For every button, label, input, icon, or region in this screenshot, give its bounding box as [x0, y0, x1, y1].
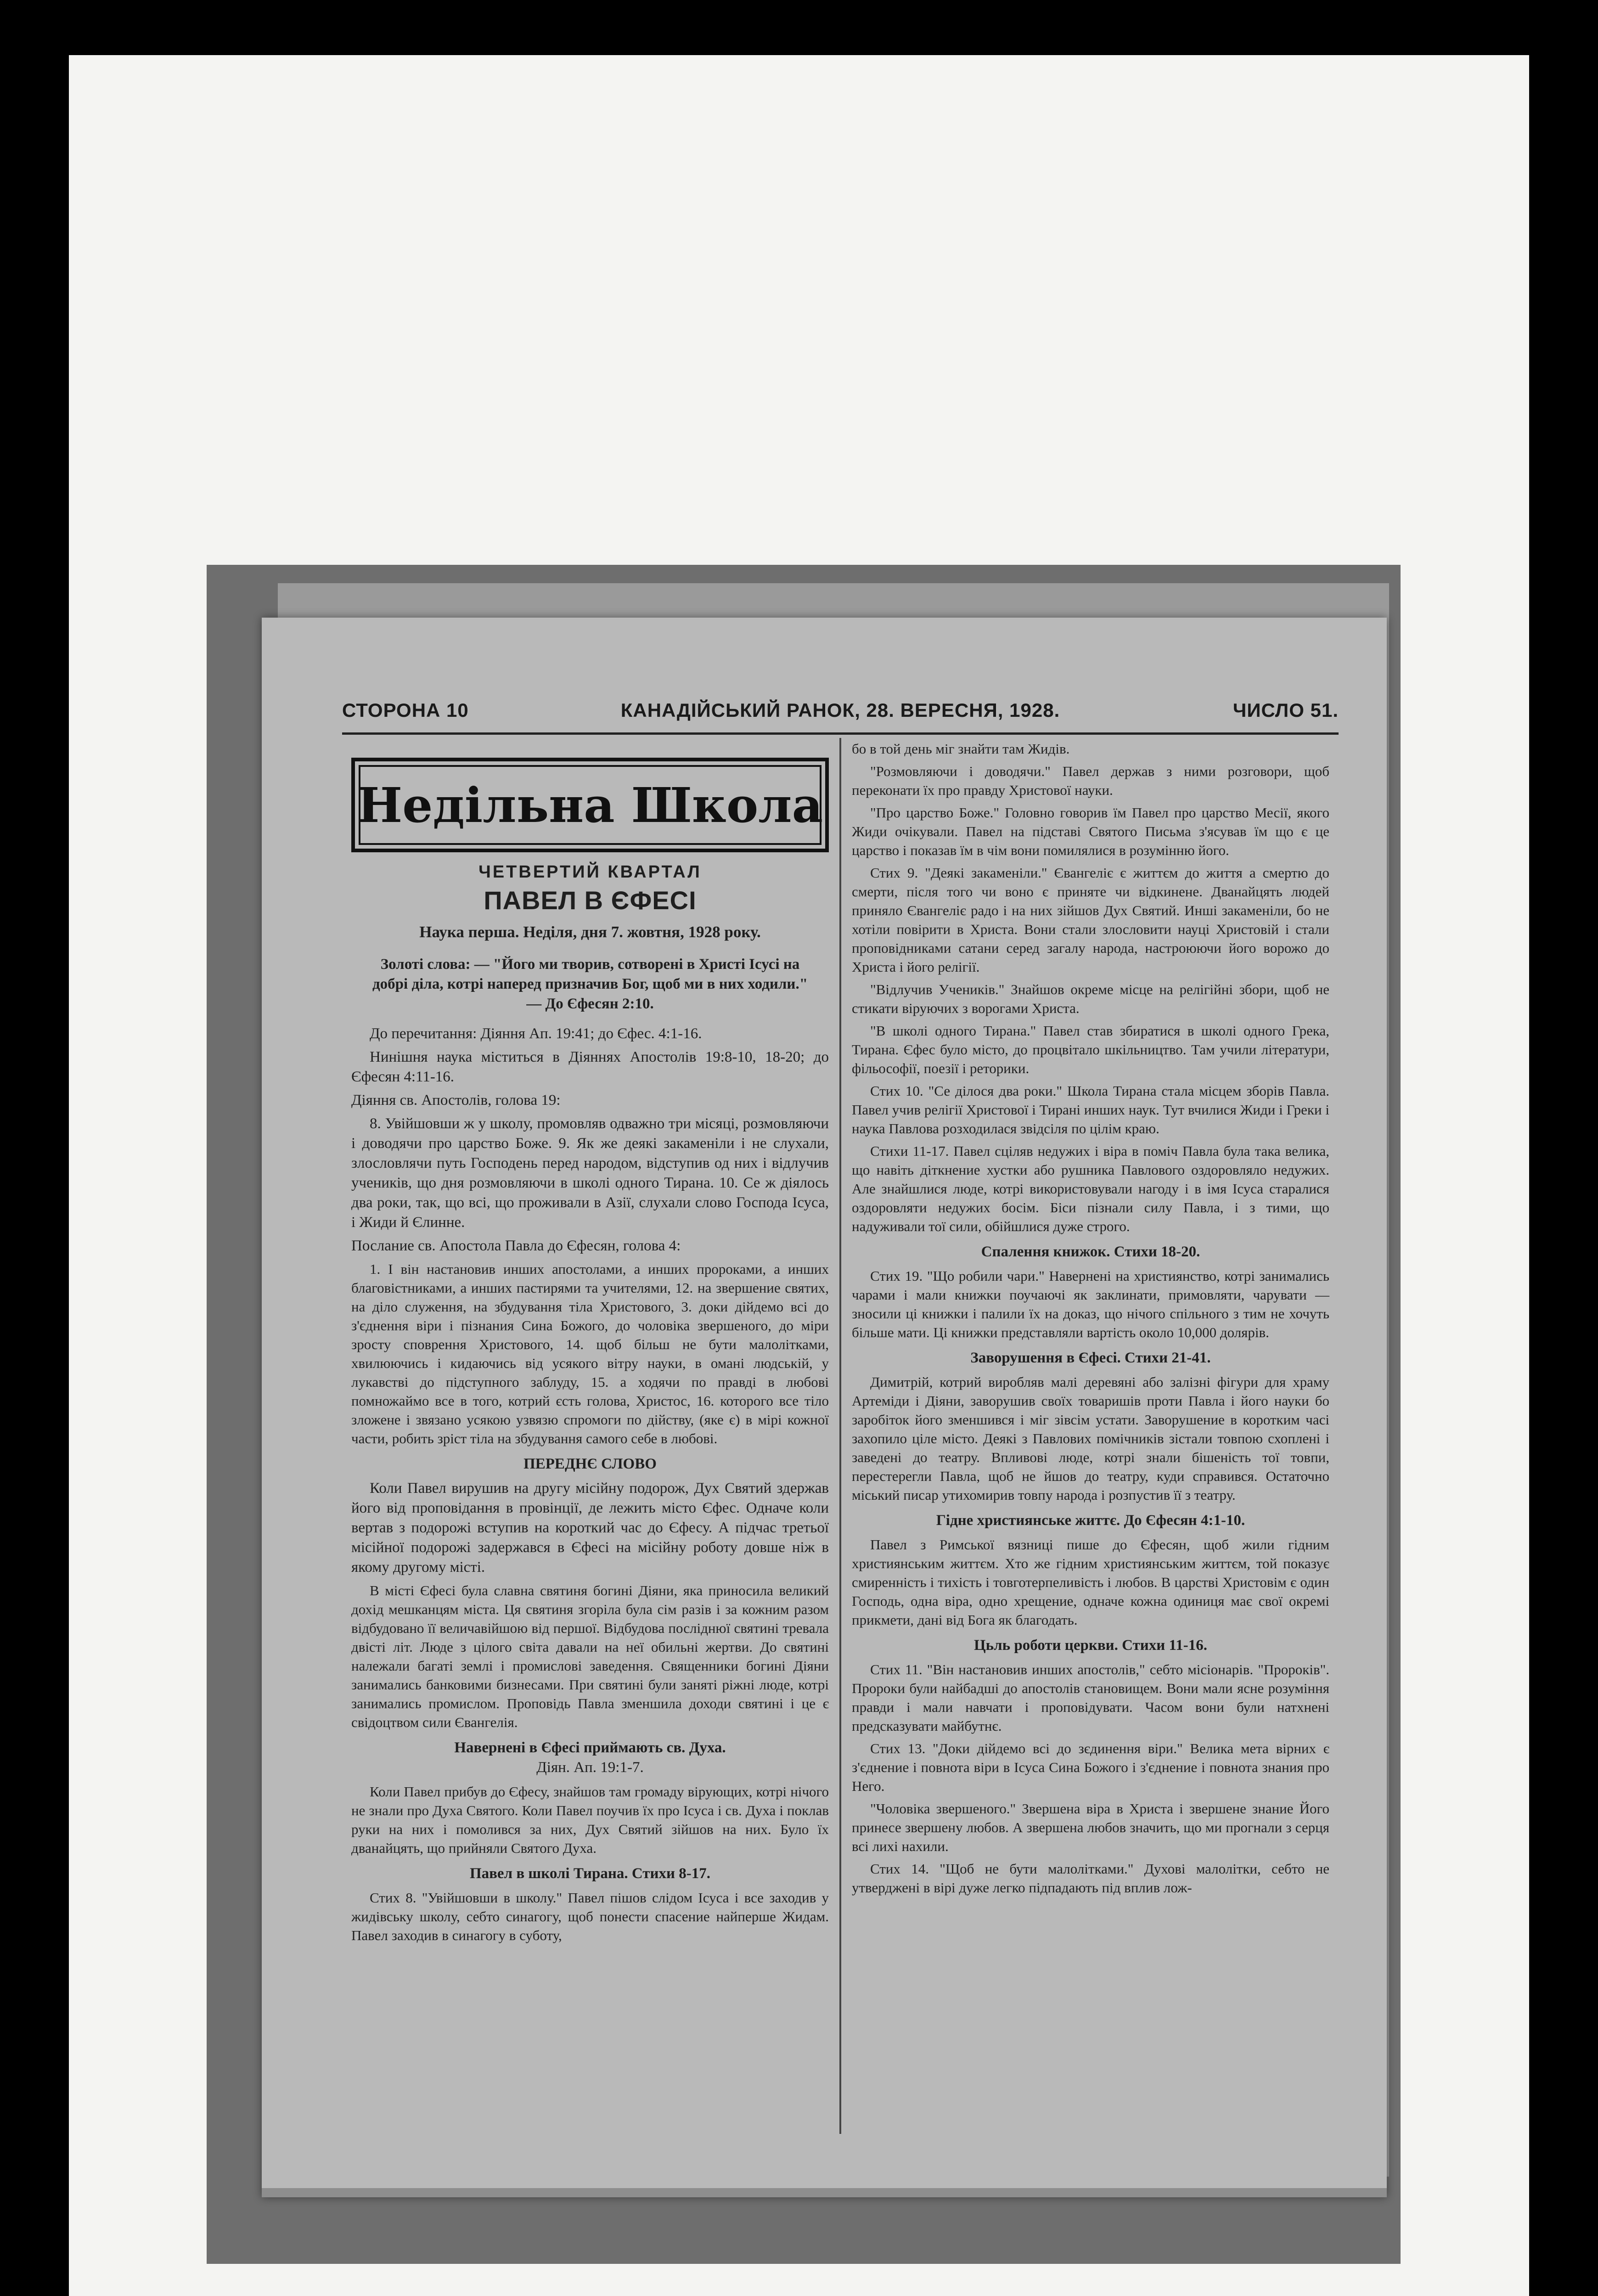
page-number: СТОРОНА 10: [342, 699, 469, 721]
section-reference: Діян. Ап. 19:1-7.: [536, 1759, 644, 1776]
paragraph: Стих 8. "Увійшовши в школу." Павел пішов слідом Ісуса і все заходив у жидівську школу, себто синагогу, щоб понести спасение найперше Жидам. Павел заходив в синагогу в суботу,: [351, 1890, 829, 1943]
column-divider: [839, 738, 841, 2134]
section-heading: Цьль роботи церкви. Стихи 11-16.: [974, 1637, 1207, 1654]
paragraph: Димитрій, котрий виробляв малі деревяні або залізні фігури для храму Артеміди і Діяни, заворушив своїх товаришів проти Павла і його науки бо заробіток його зменшився і міг зівсім устати. Заворушение в коротким часі захопило ціле місто. Деякі з Павлових помічників зістали товпою схоплені і заведені до театру. Впливові люде, котрі знали бішеність тої товпи, перестерегли Павла, щоб не йшов до театру, куди справився. Остаточно міський писар утихомирив товпу народа і розпустив її з театру.: [852, 1374, 1329, 1503]
left-column: [351, 739, 829, 1948]
paragraph: 8. Увійшовши ж у школу, промовляв одважно три місяці, розмовляючи і доводячи про царство Боже. 9. Як же деякі закаменіли і не слухали, злословлячи путь Господень перед народом, відступив од них і відлучив учеників, що дня розмовляючи в школі одного Тирана. 10. Се ж діялось два роки, так, що всі, що проживали в Азії, слухали слово Господа Ісуса, і Жиди й Єлинне.: [351, 1115, 829, 1231]
section-heading: Заворушення в Єфесі. Стихи 21-41.: [970, 1350, 1211, 1366]
paragraph: Нинішня наука міститься в Діяннях Апостолів 19:8-10, 18-20; до Єфесян 4:11-16.: [351, 1049, 829, 1085]
lesson-date: Наука перша. Неділя, дня 7. жовтня, 1928 року.: [419, 923, 761, 941]
page-bottom-edge: [262, 2188, 1387, 2197]
paragraph: Стих 14. "Щоб не бути малолітками." Духові малолітки, себто не утверджені в вірі дуже легко підпадають під вплив лож-: [852, 1861, 1329, 1896]
paragraph: Стих 9. "Деякі закаменіли." Євангеліє є життєм до життя а смертю до смерти, після того чи воно є приняте чи відкинене. Дванайцять людей приняло Євангеліє радо і на них зійшов Дух Святий. Инші закаменіли, бо не хотіли повірити в Христа. Вони стали злословити науці Христовій і стали проповідниками сатани серед загалу народа, настроюючи його ворожо до Христа і його релігії.: [852, 865, 1329, 975]
paragraph: Стих 11. "Він настановив инших апостолів," себто місіонарів. "Пророків". Пророки були найбадші до апостолів становищем. Вони мали ясне розуміння правди і мали навчати і проповідувати. Часом вони були натхнені предсказувати майбутнє.: [852, 1661, 1329, 1734]
paragraph: бо в той день міг знайти там Жидів.: [852, 741, 1070, 757]
section-heading: Навернені в Єфесі приймають св. Духа.: [454, 1739, 726, 1756]
newspaper-page: [262, 618, 1387, 2197]
paragraph: "Розмовляючи і доводячи." Павел держав з ними розговори, щоб переконати їх про правду Христової науки.: [852, 763, 1329, 798]
paragraph: Діяння св. Апостолів, голова 19:: [351, 1092, 561, 1109]
paragraph: Стих 13. "Доки дійдемо всі до зєдинення віри." Велика мета вірних є з'єднение і повнота віри в Ісуса Сина Божого і з'єднение і повнота знания про Него.: [852, 1740, 1329, 1794]
paragraph: В місті Єфесі була славна святиня богині Діяни, яка приносила великий дохід мешканцям міста. Ця святиня згоріла була сім разів і за кожним разом відбудовано її величавійшою від першої. Відбудова посліднюї святині тревала двісті літ. Люде з цілого світа давали на неї обильні жертви. До святині належали багаті землі і промислові заведення. Священники богині Діяни занимались банковими бизнесами. При святині були заняті ріжні люде, котрі занимались промислом. Проповідь Павла зменшила доходи святині і це є свідоцтвом сили Євангелія.: [351, 1582, 829, 1730]
section-masthead: Недільна Школа: [351, 758, 829, 852]
right-column: [852, 739, 1329, 1901]
paragraph: "Чоловіка звершеного." Звершена віра в Христа і звершене знание Його принесе звершену любов. А звершена любов значить, що ми прогнали з серця всі лихі нахили.: [852, 1801, 1329, 1854]
section-heading: Гідне християнське життє. До Єфесян 4:1-10.: [936, 1512, 1245, 1529]
foreword-heading: ПЕРЕДНЄ СЛОВО: [523, 1456, 657, 1472]
running-head: [342, 699, 1339, 732]
paragraph: Послание св. Апостола Павла до Єфесян, голова 4:: [351, 1238, 681, 1254]
paragraph: "В школі одного Тирана." Павел став збиратися в школі одного Грека, Тирана. Єфес було місто, до процвітало шкільництво. Там учили літератури, фільософії, поезії і реторики.: [852, 1023, 1329, 1076]
lesson-title: ПАВЕЛ В ЄФЕСІ: [484, 886, 697, 915]
issue-number: ЧИСЛО 51.: [1232, 699, 1339, 721]
paragraph: Стих 19. "Що робили чари." Навернені на християнство, котрі занимались чарами і мали книжки поучаючі як заклинати, примовляти, чарувати — зносили ці книжки і палили їх на доказ, що нічого спільного з тим не хочуть більше мати. Ці книжки представляли вартість около 10,000 долярів.: [852, 1268, 1329, 1340]
quarter-title: ЧЕТВЕРТИЙ КВАРТАЛ: [478, 862, 702, 882]
paragraph: Коли Павел вирушив на другу місійну подорож, Дух Святий здержав його від проповідання в провінції, де лежить місто Єфес. Одначе коли вертав з подорожі вступив на короткий час до Єфесу. А підчас третьої місійної подорожі задержався в Єфесі на місійну роботу довше ніж в якому другому місті.: [351, 1480, 829, 1576]
golden-text: Золоті слова: — "Його ми творив, сотворені в Христі Ісусі на добрі діла, котрі наперед призначив Бог, щоб ми в них ходили." — До Єфесян 2:10.: [372, 956, 808, 1012]
paragraph: До перечитання: Діяння Ап. 19:41; до Єфес. 4:1-16.: [370, 1025, 702, 1042]
section-heading: Павел в школі Тирана. Стихи 8-17.: [469, 1865, 711, 1882]
section-heading: Спалення книжок. Стихи 18-20.: [981, 1244, 1200, 1260]
paragraph: Стих 10. "Се ділося два роки." Школа Тирана стала місцем зборів Павла. Павел учив релігії Христової і Тирані инших наук. Тут вчилися Жиди і Греки і наука Павлова розходилася звідсіля по цілім краю.: [852, 1083, 1329, 1137]
paragraph: "Про царство Боже." Головно говорив їм Павел про царство Месії, якого Жиди очікували. Павел на підставі Святого Письма з'ясував їм що є це царство і показав їм в чім вони помилялися в розумінню його.: [852, 805, 1329, 858]
newspaper-title: КАНАДІЙСЬКИЙ РАНОК, 28. ВЕРЕСНЯ, 1928.: [620, 699, 1060, 721]
header-rule: [342, 732, 1339, 735]
paragraph: Павел з Римської вязниці пише до Єфесян, щоб жили гідним християнським життєм. Хто же гідним християнським життєм, той показує смиренність і тихість і товготерпеливість і любов. В царстві Христовім є один Господь, одна віра, одно хрещение, одначе кожна одиниця має свої окремі прикмети, дані від Бога як благодать.: [852, 1536, 1329, 1628]
paragraph: Коли Павел прибув до Єфесу, знайшов там громаду вірующих, котрі нічого не знали про Духа Святого. Коли Павел поучив їх про Ісуса і св. Духа і поклав руки на них і помолився за них, Дух Святий зійшов на них. Було їх дванайцять, що прийняли Святого Духа.: [351, 1784, 829, 1856]
paragraph: Стихи 11-17. Павел сціляв недужих і віра в поміч Павла була така велика, що навіть діткнение хустки або рушника Павлового оздоровляло недужих. Але знайшлися люде, котрі використовували нагоду і в імя Ісуса старалися оздоровляти недужих босім. Біси пізнали силу Павла, і з тими, що надуживали тої сили, обійшлися дуже строго.: [852, 1143, 1329, 1234]
paragraph: 1. І він настановив инших апостолами, а инших пророками, а инших благовістниками, а инших пастирями та учителями, 12. на звершение святих, на діло служення, на збудування тіла Христового, 3. доки дійдемо всі до з'єднення віри і пізнания Сина Божого, до чоловіка звершеного, до міри зросту споврення Христового, 14. щоб більш не бути малолітками, хвилюючись і кидаючись від усякого вітру науки, в омані людській, у лукавстві до підступного заблуду, 15. а ходячи по правді в любові помножаймо все в того, котрий єсть голова, Христос, 16. которого все тіло зложене і звязано усякою узвязю спромоги по дійству, (яке є) в мірі кожної части, робить зріст тіла на збудування самого себе в любові.: [351, 1261, 829, 1446]
paragraph: "Відлучив Учеників." Знайшов окреме місце на релігійні збори, щоб не стикати віруючих з ворогами Христа.: [852, 981, 1329, 1016]
